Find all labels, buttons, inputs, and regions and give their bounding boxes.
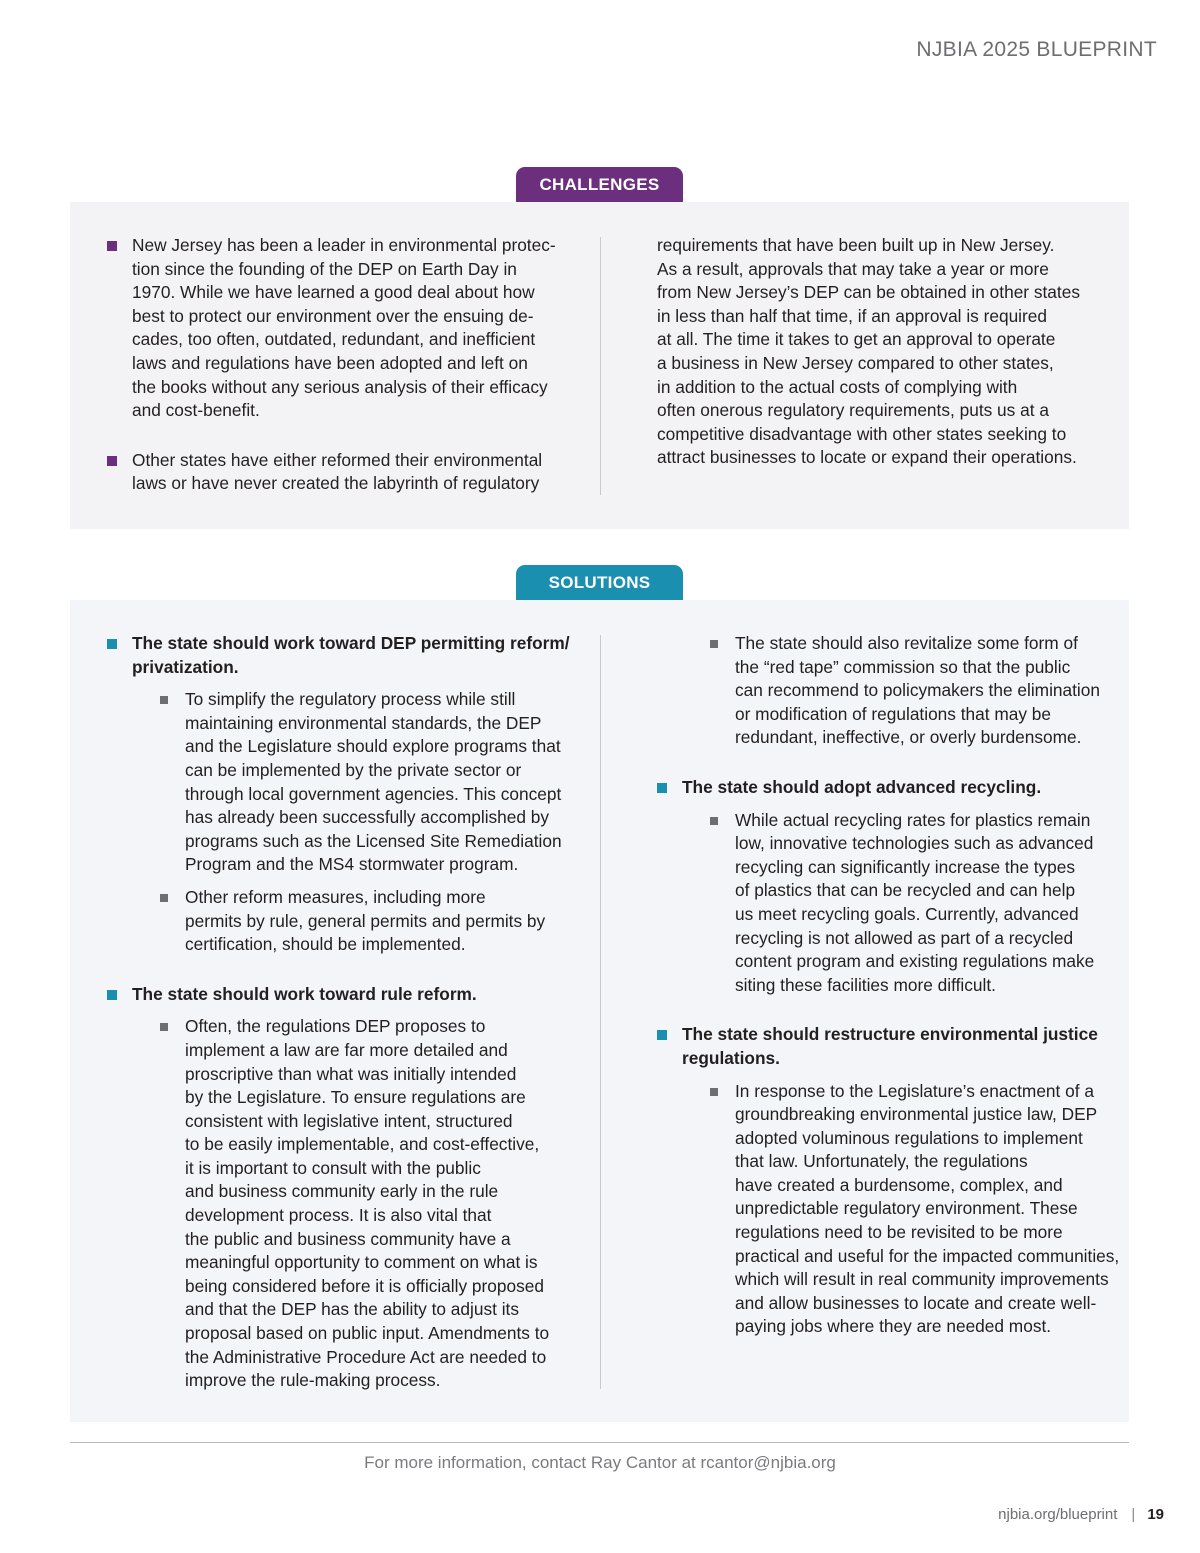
solution-heading xyxy=(595,1023,1129,1070)
footer-url[interactable]: njbia.org/blueprint xyxy=(998,1506,1118,1523)
solution-subitem xyxy=(70,1015,590,1393)
page-number: 19 xyxy=(1147,1506,1164,1523)
solution-heading-text: The state should adopt advanced recycling. xyxy=(682,776,1042,797)
solution-subitem xyxy=(70,688,590,877)
small-square-bullet-icon xyxy=(710,640,718,648)
square-bullet-icon xyxy=(107,456,117,466)
solution-heading xyxy=(595,776,1129,800)
solution-subitem xyxy=(595,632,1129,750)
challenge-item xyxy=(70,234,580,423)
solution-subitem-text: To simplify the regulatory process while still maintaining environmental standards, the DEP and the Legislature should explore programs that can be implemented by the private sector or through local government agencies. This concept has already been successfully accomplished by programs such as the Licensed Site Remediation Program and the MS4 stormwater program. xyxy=(185,689,562,875)
solution-heading-text: The state should work toward DEP permitting reform/ privatization. xyxy=(132,633,570,677)
running-header: NJBIA 2025 BLUEPRINT xyxy=(916,38,1157,61)
square-bullet-icon xyxy=(107,639,117,649)
solution-subitem-text: Other reform measures, including more permits by rule, general permits and permits by certification, should be implemented. xyxy=(185,886,546,955)
solution-heading xyxy=(70,632,590,679)
solutions-right-column xyxy=(595,632,1129,1339)
challenge-text: New Jersey has been a leader in environmental protec- tion since the founding of the DEP on Earth Day in 1970. While we have learned a good deal about how best to protect our environment over the ensuing de- cades, too often, outdated, redundant, and inefficient laws and regulations have been adopted and left on the books without any serious analysis of their efficacy and cost-benefit. xyxy=(132,235,556,421)
solution-subitem xyxy=(595,809,1129,998)
solution-subitem-text: Often, the regulations DEP proposes to implement a law are far more detailed and proscriptive than what was initially intended by the Legislature. To ensure regulations are consistent with legislative intent, structured to be easily implementable, and cost-effective, it is important to consult with the public and business community early in the rule development process. It is also vital that the public and business community have a meaningful opportunity to comment on what is being considered before it is officially proposed and that the DEP has the ability to adjust its proposal based on public input. Amendments to the Administrative Procedure Act are needed to improve the rule-making process. xyxy=(185,1016,550,1391)
challenges-left-column xyxy=(70,234,580,496)
solution-heading-text: The state should restructure environmental justice regulations. xyxy=(682,1024,1098,1068)
challenges-right-column: requirements that have been built up in New Jersey. As a result, approvals that may take a year or more from New Jersey’s DEP can be obtained in other states in less than half that time, if an approval is required at all. The time it takes to get an approval to operate a business in New Jersey compared to other states, in addition to the actual costs of complying with often onerous regulatory requirements, puts us at a competitive disadvantage with other states seeking to attract businesses to locate or expand their operations. xyxy=(657,235,1080,468)
challenges-tab: CHALLENGES xyxy=(516,167,683,203)
solution-heading-text: The state should work toward rule reform. xyxy=(132,983,477,1004)
solution-subitem-text: While actual recycling rates for plastics remain low, innovative technologies such as advanced recycling can significantly increase the types of plastics that can be recycled and can help us meet recycling goals. Currently, advanced recycling is not allowed as part of a recycled content program and existing regulations make siting these facilities more difficult. xyxy=(735,809,1095,995)
solution-subitem-text: The state should also revitalize some form of the “red tape” commission so that the public can recommend to policymakers the elimination or modification of regulations that may be redundant, ineffective, or overly burdensome. xyxy=(735,633,1100,748)
challenge-item xyxy=(70,449,580,496)
footer-divider xyxy=(70,1442,1129,1443)
square-bullet-icon xyxy=(657,1030,667,1040)
challenges-panel xyxy=(70,202,1129,529)
challenge-text: Other states have either reformed their environmental laws or have never created the labyrinth of regulatory xyxy=(132,449,543,494)
small-square-bullet-icon xyxy=(710,817,718,825)
small-square-bullet-icon xyxy=(160,696,168,704)
solutions-panel xyxy=(70,600,1129,1422)
page-footer xyxy=(998,1506,1164,1523)
solution-subitem xyxy=(70,886,590,957)
small-square-bullet-icon xyxy=(160,1023,168,1031)
contact-line: For more information, contact Ray Cantor at rcantor@njbia.org xyxy=(364,1453,836,1472)
column-divider xyxy=(600,237,601,495)
solutions-tab: SOLUTIONS xyxy=(516,565,683,601)
small-square-bullet-icon xyxy=(160,894,168,902)
square-bullet-icon xyxy=(107,990,117,1000)
solution-heading xyxy=(70,983,590,1007)
square-bullet-icon xyxy=(107,241,117,251)
solutions-left-column xyxy=(70,632,590,1393)
square-bullet-icon xyxy=(657,783,667,793)
solution-subitem-text: In response to the Legislature’s enactment of a groundbreaking environmental justice law, DEP adopted voluminous regulations to implement that law. Unfortunately, the regulations have created a burdensome, complex, and unpredictable regulatory environment. These regulations need to be revisited to be more practical and useful for the impacted communities, which will result in real community improvements and allow businesses to locate and create well- paying jobs where they are needed most. xyxy=(735,1080,1120,1337)
small-square-bullet-icon xyxy=(710,1088,718,1096)
footer-separator: | xyxy=(1131,1506,1136,1523)
solution-subitem xyxy=(595,1080,1129,1340)
